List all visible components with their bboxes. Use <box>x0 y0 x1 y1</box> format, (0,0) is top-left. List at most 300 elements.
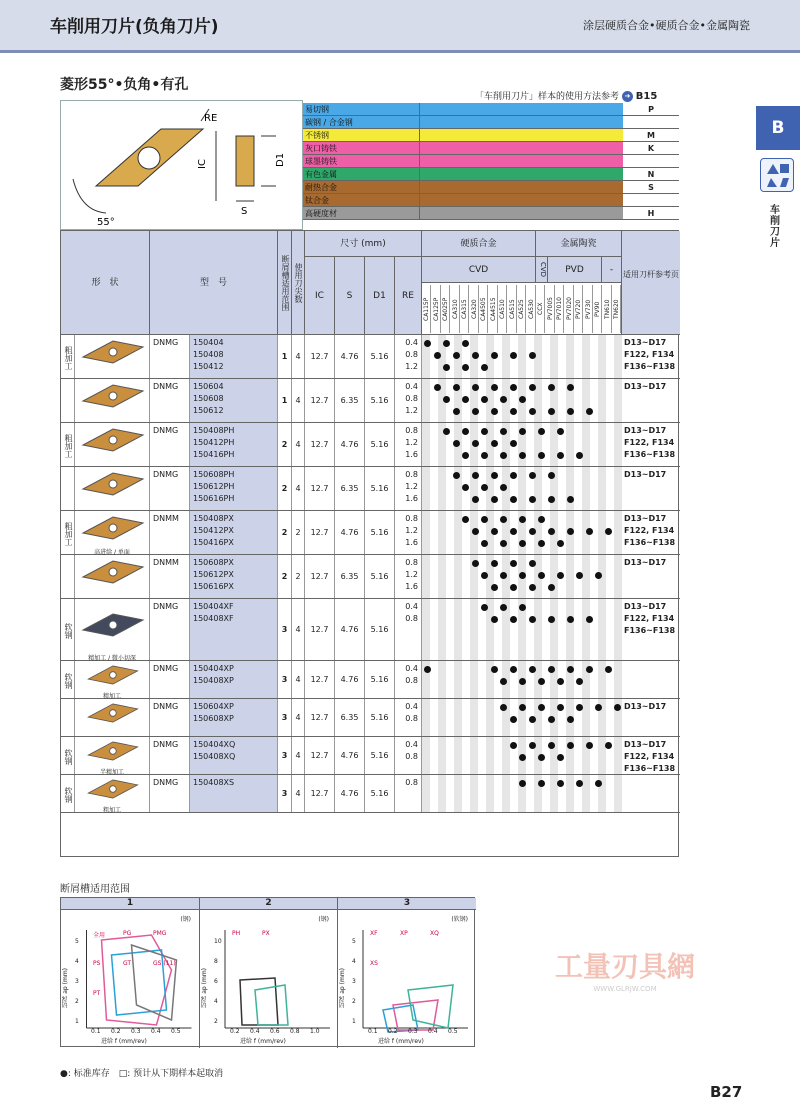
x-tick-label: 0.1 <box>368 1028 378 1035</box>
table-row <box>61 599 680 661</box>
table-row <box>61 699 680 737</box>
row-s: 6.35 <box>335 467 365 510</box>
stock-dot <box>538 780 545 787</box>
material-row <box>303 207 679 220</box>
col-header-holder: 适用刀杆参考页 <box>622 231 680 335</box>
row-holder: D13~D17 F122, F134 F136~F138 <box>624 514 676 547</box>
row-sizes: 150408PH 150412PH 150416PH <box>190 423 278 466</box>
row-model: DNMG <box>150 775 190 812</box>
stock-dot <box>567 716 574 723</box>
stock-dot <box>538 516 545 523</box>
x-tick-label: 0.5 <box>448 1028 458 1035</box>
stock-dot <box>510 560 517 567</box>
stock-dot <box>462 364 469 371</box>
insert-table <box>60 230 679 857</box>
series-label: PT <box>93 990 101 997</box>
stock-dot <box>481 572 488 579</box>
material-class: K <box>623 142 679 154</box>
stock-dot <box>576 572 583 579</box>
row-category <box>61 379 75 422</box>
usage-reference-page: B15 <box>635 91 658 102</box>
stock-dot <box>491 666 498 673</box>
y-tick-label: 3 <box>352 978 356 985</box>
x-tick-label: 0.2 <box>388 1028 398 1035</box>
row-re: 0.8 1.2 1.6 <box>395 423 422 466</box>
stock-dot <box>481 540 488 547</box>
chart-section-title: 断屑槽适用范围 <box>60 884 130 895</box>
stock-dot <box>595 780 602 787</box>
stock-dot <box>519 452 526 459</box>
stock-dot <box>491 528 498 535</box>
row-breaker: 2 <box>278 467 292 510</box>
stock-dot <box>557 540 564 547</box>
side-tab-b[interactable]: B <box>756 106 800 150</box>
stock-dot <box>510 352 517 359</box>
material-row <box>303 194 679 207</box>
row-s: 4.76 <box>335 737 365 774</box>
x-tick-label: 0.4 <box>250 1028 260 1035</box>
stock-dot <box>576 704 583 711</box>
material-grid <box>419 103 623 115</box>
stock-dot <box>491 584 498 591</box>
x-tick-label: 0.3 <box>131 1028 141 1035</box>
chart-tag: (软钢) <box>451 916 468 923</box>
stock-dot <box>605 742 612 749</box>
chart-tag: (钢) <box>180 916 191 923</box>
row-sizes: 150608PH 150612PH 150616PH <box>190 467 278 510</box>
stock-dot <box>462 428 469 435</box>
row-edges: 4 <box>292 335 305 378</box>
row-breaker: 3 <box>278 661 292 698</box>
grade-label: PV7020 <box>565 285 574 333</box>
x-tick-label: 0.6 <box>270 1028 280 1035</box>
material-row <box>303 103 679 116</box>
col-header-ic: IC <box>305 257 335 335</box>
row-edges: 4 <box>292 423 305 466</box>
row-sizes: 150404XP 150408XP <box>190 661 278 698</box>
stock-dot <box>586 742 593 749</box>
stock-dot <box>529 408 536 415</box>
stock-dot <box>529 616 536 623</box>
series-label: XF <box>370 930 378 937</box>
stock-dot <box>500 396 507 403</box>
stock-dot <box>500 540 507 547</box>
col-header-s: S <box>335 257 365 335</box>
grade-availability <box>422 511 622 554</box>
grade-availability <box>422 699 622 736</box>
row-shape <box>75 555 150 598</box>
row-shape <box>75 335 150 378</box>
row-re: 0.8 1.2 1.6 <box>395 555 422 598</box>
row-category: 粗加工 <box>61 423 75 466</box>
stock-dot <box>567 496 574 503</box>
col-header-cvd2: CVD <box>536 257 548 283</box>
row-holder <box>622 661 680 698</box>
stock-dot <box>510 408 517 415</box>
y-tick-label: 2 <box>214 1018 218 1025</box>
legend-note: ●: 标准库存 □: 预计从下期样本起取消 <box>60 1069 224 1079</box>
row-d1: 5.16 <box>365 511 395 554</box>
stock-dot <box>500 572 507 579</box>
row-category <box>61 555 75 598</box>
material-grid <box>419 181 623 193</box>
grade-label: PV720 <box>574 285 583 333</box>
insert-image <box>75 467 150 501</box>
side-category-label: 车削刀片 <box>770 205 780 249</box>
row-breaker: 2 <box>278 423 292 466</box>
stock-dot <box>510 716 517 723</box>
stock-dot <box>472 560 479 567</box>
row-edges: 4 <box>292 599 305 660</box>
grade-label: CA4505 <box>479 285 488 333</box>
x-tick-label: 0.8 <box>290 1028 300 1035</box>
material-class: H <box>623 207 679 219</box>
stock-dot <box>519 516 526 523</box>
row-ic: 12.7 <box>305 379 335 422</box>
table-row <box>61 511 680 555</box>
grade-label: PV90 <box>593 285 602 333</box>
row-shape <box>75 467 150 510</box>
grade-label: CA310 <box>451 285 460 333</box>
material-class: N <box>623 168 679 180</box>
row-model: DNMG <box>150 599 190 660</box>
chart-xlabel: 进给 f (mm/rev) <box>240 1038 286 1045</box>
row-ic: 12.7 <box>305 467 335 510</box>
material-grid <box>419 194 623 206</box>
chart-xlabel: 进给 f (mm/rev) <box>378 1038 424 1045</box>
stock-dot <box>472 528 479 535</box>
stock-dot <box>481 604 488 611</box>
stock-dot <box>510 742 517 749</box>
stock-dot <box>519 780 526 787</box>
stock-dot <box>576 780 583 787</box>
stock-dot <box>491 496 498 503</box>
material-name: 耐热合金 <box>305 183 337 192</box>
stock-dot <box>510 440 517 447</box>
material-class <box>623 194 679 206</box>
stock-dot <box>529 496 536 503</box>
material-name: 不锈钢 <box>305 131 329 140</box>
chart-ylabel: 切深 ap (mm) <box>62 968 69 1008</box>
stock-dot <box>462 340 469 347</box>
row-model: DNMM <box>150 555 190 598</box>
breaker-chart-2 <box>200 898 338 1048</box>
stock-dot <box>510 616 517 623</box>
stock-dot <box>548 472 555 479</box>
series-label: XQ <box>430 930 439 937</box>
y-tick-label: 5 <box>75 938 79 945</box>
row-shape <box>75 661 150 698</box>
stock-dot <box>472 472 479 479</box>
stock-dot <box>443 396 450 403</box>
header-subtitle: 涂层硬质合金•硬质合金•金属陶瓷 <box>583 19 750 32</box>
stock-dot <box>491 616 498 623</box>
col-header-pvd: PVD <box>548 257 602 283</box>
table-row <box>61 423 680 467</box>
insert-image <box>75 599 150 651</box>
breaker-chart-3 <box>338 898 476 1048</box>
row-breaker: 3 <box>278 699 292 736</box>
y-tick-label: 1 <box>352 1018 356 1025</box>
row-shape <box>75 699 150 736</box>
material-class <box>623 155 679 167</box>
row-ic: 12.7 <box>305 335 335 378</box>
x-tick-label: 0.3 <box>408 1028 418 1035</box>
insert-image <box>75 379 150 413</box>
grade-label: PV7010 <box>555 285 564 333</box>
grade-availability <box>422 775 622 812</box>
row-s: 4.76 <box>335 775 365 812</box>
stock-dot <box>548 584 555 591</box>
row-re: 0.4 0.8 <box>395 737 422 774</box>
table-row <box>61 379 680 423</box>
row-ic: 12.7 <box>305 775 335 812</box>
grade-availability <box>422 335 622 378</box>
row-ic: 12.7 <box>305 599 335 660</box>
series-label: PX <box>262 930 270 937</box>
row-category: 粗加工 <box>61 511 75 554</box>
material-row <box>303 129 679 142</box>
series-label: 全用 <box>93 932 106 939</box>
row-d1: 5.16 <box>365 737 395 774</box>
insert-dimension-drawing <box>60 100 303 230</box>
stock-dot <box>472 440 479 447</box>
stock-dot <box>434 384 441 391</box>
x-tick-label: 0.1 <box>91 1028 101 1035</box>
series-label: GT <box>123 960 132 967</box>
grade-label: CA320 <box>470 285 479 333</box>
usage-reference-text: 「车削用刀片」样本的使用方法参考 <box>475 92 620 102</box>
insert-image <box>75 775 150 803</box>
grade-label: CA125P <box>432 285 441 333</box>
stock-dot <box>481 364 488 371</box>
stock-dot <box>481 484 488 491</box>
insert-caption: 精加工 / 微小切深 <box>88 655 136 662</box>
row-holder: D13~D17 F122, F134 F136~F138 <box>624 602 676 635</box>
stock-dot <box>510 384 517 391</box>
row-s: 4.76 <box>335 511 365 554</box>
stock-dot <box>424 340 431 347</box>
angle-label: 55° <box>97 217 115 228</box>
row-ic: 12.7 <box>305 661 335 698</box>
row-d1: 5.16 <box>365 699 395 736</box>
material-name: 高硬度材 <box>305 209 337 218</box>
row-sizes: 150404XQ 150408XQ <box>190 737 278 774</box>
material-row <box>303 181 679 194</box>
row-shape <box>75 511 150 554</box>
row-category: 粗加工 <box>61 335 75 378</box>
grade-label: CCX <box>536 285 545 333</box>
grade-availability <box>422 599 622 660</box>
stock-dot <box>557 678 564 685</box>
stock-dot <box>538 704 545 711</box>
insert-caption: 半精加工 <box>99 769 124 776</box>
stock-dot <box>529 352 536 359</box>
row-ic: 12.7 <box>305 511 335 554</box>
insert-image <box>75 699 150 727</box>
material-name: 灰口铸铁 <box>305 144 337 153</box>
stock-dot <box>529 584 536 591</box>
grade-availability <box>422 661 622 698</box>
stock-dot <box>434 352 441 359</box>
y-tick-label: 2 <box>352 998 356 1005</box>
insert-image <box>75 335 150 369</box>
stock-dot <box>567 666 574 673</box>
stock-dot <box>510 584 517 591</box>
row-s: 4.76 <box>335 335 365 378</box>
stock-dot <box>548 528 555 535</box>
chart-tag: (钢) <box>318 916 329 923</box>
material-row <box>303 116 679 129</box>
stock-dot <box>491 352 498 359</box>
row-ic: 12.7 <box>305 555 335 598</box>
grade-label: TN610 <box>603 285 612 333</box>
breaker-chart-1 <box>61 898 200 1048</box>
stock-dot <box>614 704 621 711</box>
row-edges: 4 <box>292 467 305 510</box>
row-sizes: 150404XF 150408XF <box>190 599 278 660</box>
grade-label: CA515 <box>508 285 517 333</box>
row-holder: D13~D17 <box>624 382 667 391</box>
stock-dot <box>453 408 460 415</box>
col-header-cermet: 金属陶瓷 <box>536 231 622 257</box>
grade-label: CA315 <box>460 285 469 333</box>
x-tick-label: 0.2 <box>111 1028 121 1035</box>
material-name: 球墨铸铁 <box>305 157 337 166</box>
grade-availability <box>422 379 622 422</box>
stock-dot <box>510 496 517 503</box>
section-subtitle: 菱形55°•负角•有孔 <box>60 77 189 93</box>
stock-dot <box>548 408 555 415</box>
ic-label: IC <box>197 159 208 169</box>
row-holder: D13~D17 F122, F134 F136~F138 <box>624 338 676 371</box>
row-holder: D13~D17 <box>624 558 667 567</box>
stock-dot <box>548 384 555 391</box>
row-edges: 4 <box>292 379 305 422</box>
stock-dot <box>586 666 593 673</box>
chart-number: 1 <box>61 898 199 910</box>
insert-shapes-icon <box>760 158 794 192</box>
stock-dot <box>538 572 545 579</box>
grade-availability <box>422 467 622 510</box>
row-d1: 5.16 <box>365 335 395 378</box>
stock-dot <box>519 604 526 611</box>
grade-label: CA115P <box>422 285 431 333</box>
stock-dot <box>557 704 564 711</box>
col-header-shape: 形 状 <box>61 231 150 335</box>
stock-dot <box>557 452 564 459</box>
row-holder: D13~D17 <box>624 470 667 479</box>
row-category: 软钢 <box>61 599 75 660</box>
row-d1: 5.16 <box>365 599 395 660</box>
stock-dot <box>462 516 469 523</box>
y-tick-label: 1 <box>75 1018 79 1025</box>
x-tick-label: 1.0 <box>310 1028 320 1035</box>
stock-dot <box>443 340 450 347</box>
col-header-breaker: 断屑槽适用范围 <box>278 231 292 335</box>
y-tick-label: 4 <box>214 998 218 1005</box>
col-header-dims: 尺寸 (mm) <box>305 231 422 257</box>
y-tick-label: 8 <box>214 958 218 965</box>
row-breaker: 3 <box>278 775 292 812</box>
stock-dot <box>491 560 498 567</box>
row-sizes: 150408XS <box>190 775 278 812</box>
material-color-band <box>303 100 679 230</box>
stock-dot <box>538 428 545 435</box>
stock-dot <box>453 440 460 447</box>
stock-dot <box>529 528 536 535</box>
material-grid <box>419 168 623 180</box>
chart-xlabel: 进给 f (mm/rev) <box>101 1038 147 1045</box>
row-model: DNMG <box>150 335 190 378</box>
stock-dot <box>567 384 574 391</box>
stock-dot <box>595 704 602 711</box>
chart-number: 3 <box>338 898 476 910</box>
stock-dot <box>472 352 479 359</box>
row-model: DNMG <box>150 423 190 466</box>
row-re: 0.4 0.8 <box>395 599 422 660</box>
stock-dot <box>567 408 574 415</box>
stock-dot <box>538 452 545 459</box>
grade-label: CA4515 <box>489 285 498 333</box>
stock-dot <box>491 408 498 415</box>
col-header-type: 型 号 <box>150 231 278 335</box>
row-category: 软钢 <box>61 737 75 774</box>
stock-dot <box>491 472 498 479</box>
grade-label: CA025P <box>441 285 450 333</box>
row-sizes: 150604 150608 150612 <box>190 379 278 422</box>
row-d1: 5.16 <box>365 555 395 598</box>
stock-dot <box>567 742 574 749</box>
y-tick-label: 4 <box>352 958 356 965</box>
material-grid <box>419 155 623 167</box>
col-header-cvd: CVD <box>422 257 536 283</box>
stock-dot <box>481 452 488 459</box>
series-label: PH <box>232 930 241 937</box>
row-re: 0.8 1.2 1.6 <box>395 511 422 554</box>
row-ic: 12.7 <box>305 737 335 774</box>
stock-dot <box>548 716 555 723</box>
material-name: 钛合金 <box>305 196 329 205</box>
material-class <box>623 116 679 128</box>
row-edges: 4 <box>292 699 305 736</box>
row-breaker: 2 <box>278 555 292 598</box>
row-s: 6.35 <box>335 379 365 422</box>
row-ic: 12.7 <box>305 699 335 736</box>
stock-dot <box>519 704 526 711</box>
stock-dot <box>500 428 507 435</box>
table-row <box>61 555 680 599</box>
stock-dot <box>453 352 460 359</box>
row-s: 6.35 <box>335 555 365 598</box>
stock-dot <box>548 666 555 673</box>
row-category <box>61 699 75 736</box>
stock-dot <box>605 528 612 535</box>
row-model: DNMG <box>150 737 190 774</box>
row-re: 0.8 1.2 1.6 <box>395 467 422 510</box>
row-holder: D13~D17 F122, F134 F136~F138 <box>624 740 676 773</box>
stock-dot <box>462 452 469 459</box>
material-grid <box>419 142 623 154</box>
series-label: GS (11) <box>153 960 176 967</box>
material-class: P <box>623 103 679 115</box>
series-label: XP <box>400 930 408 937</box>
y-tick-label: 3 <box>75 978 79 985</box>
row-sizes: 150608PX 150612PX 150616PX <box>190 555 278 598</box>
table-row <box>61 335 680 379</box>
stock-dot <box>538 678 545 685</box>
stock-dot <box>443 428 450 435</box>
